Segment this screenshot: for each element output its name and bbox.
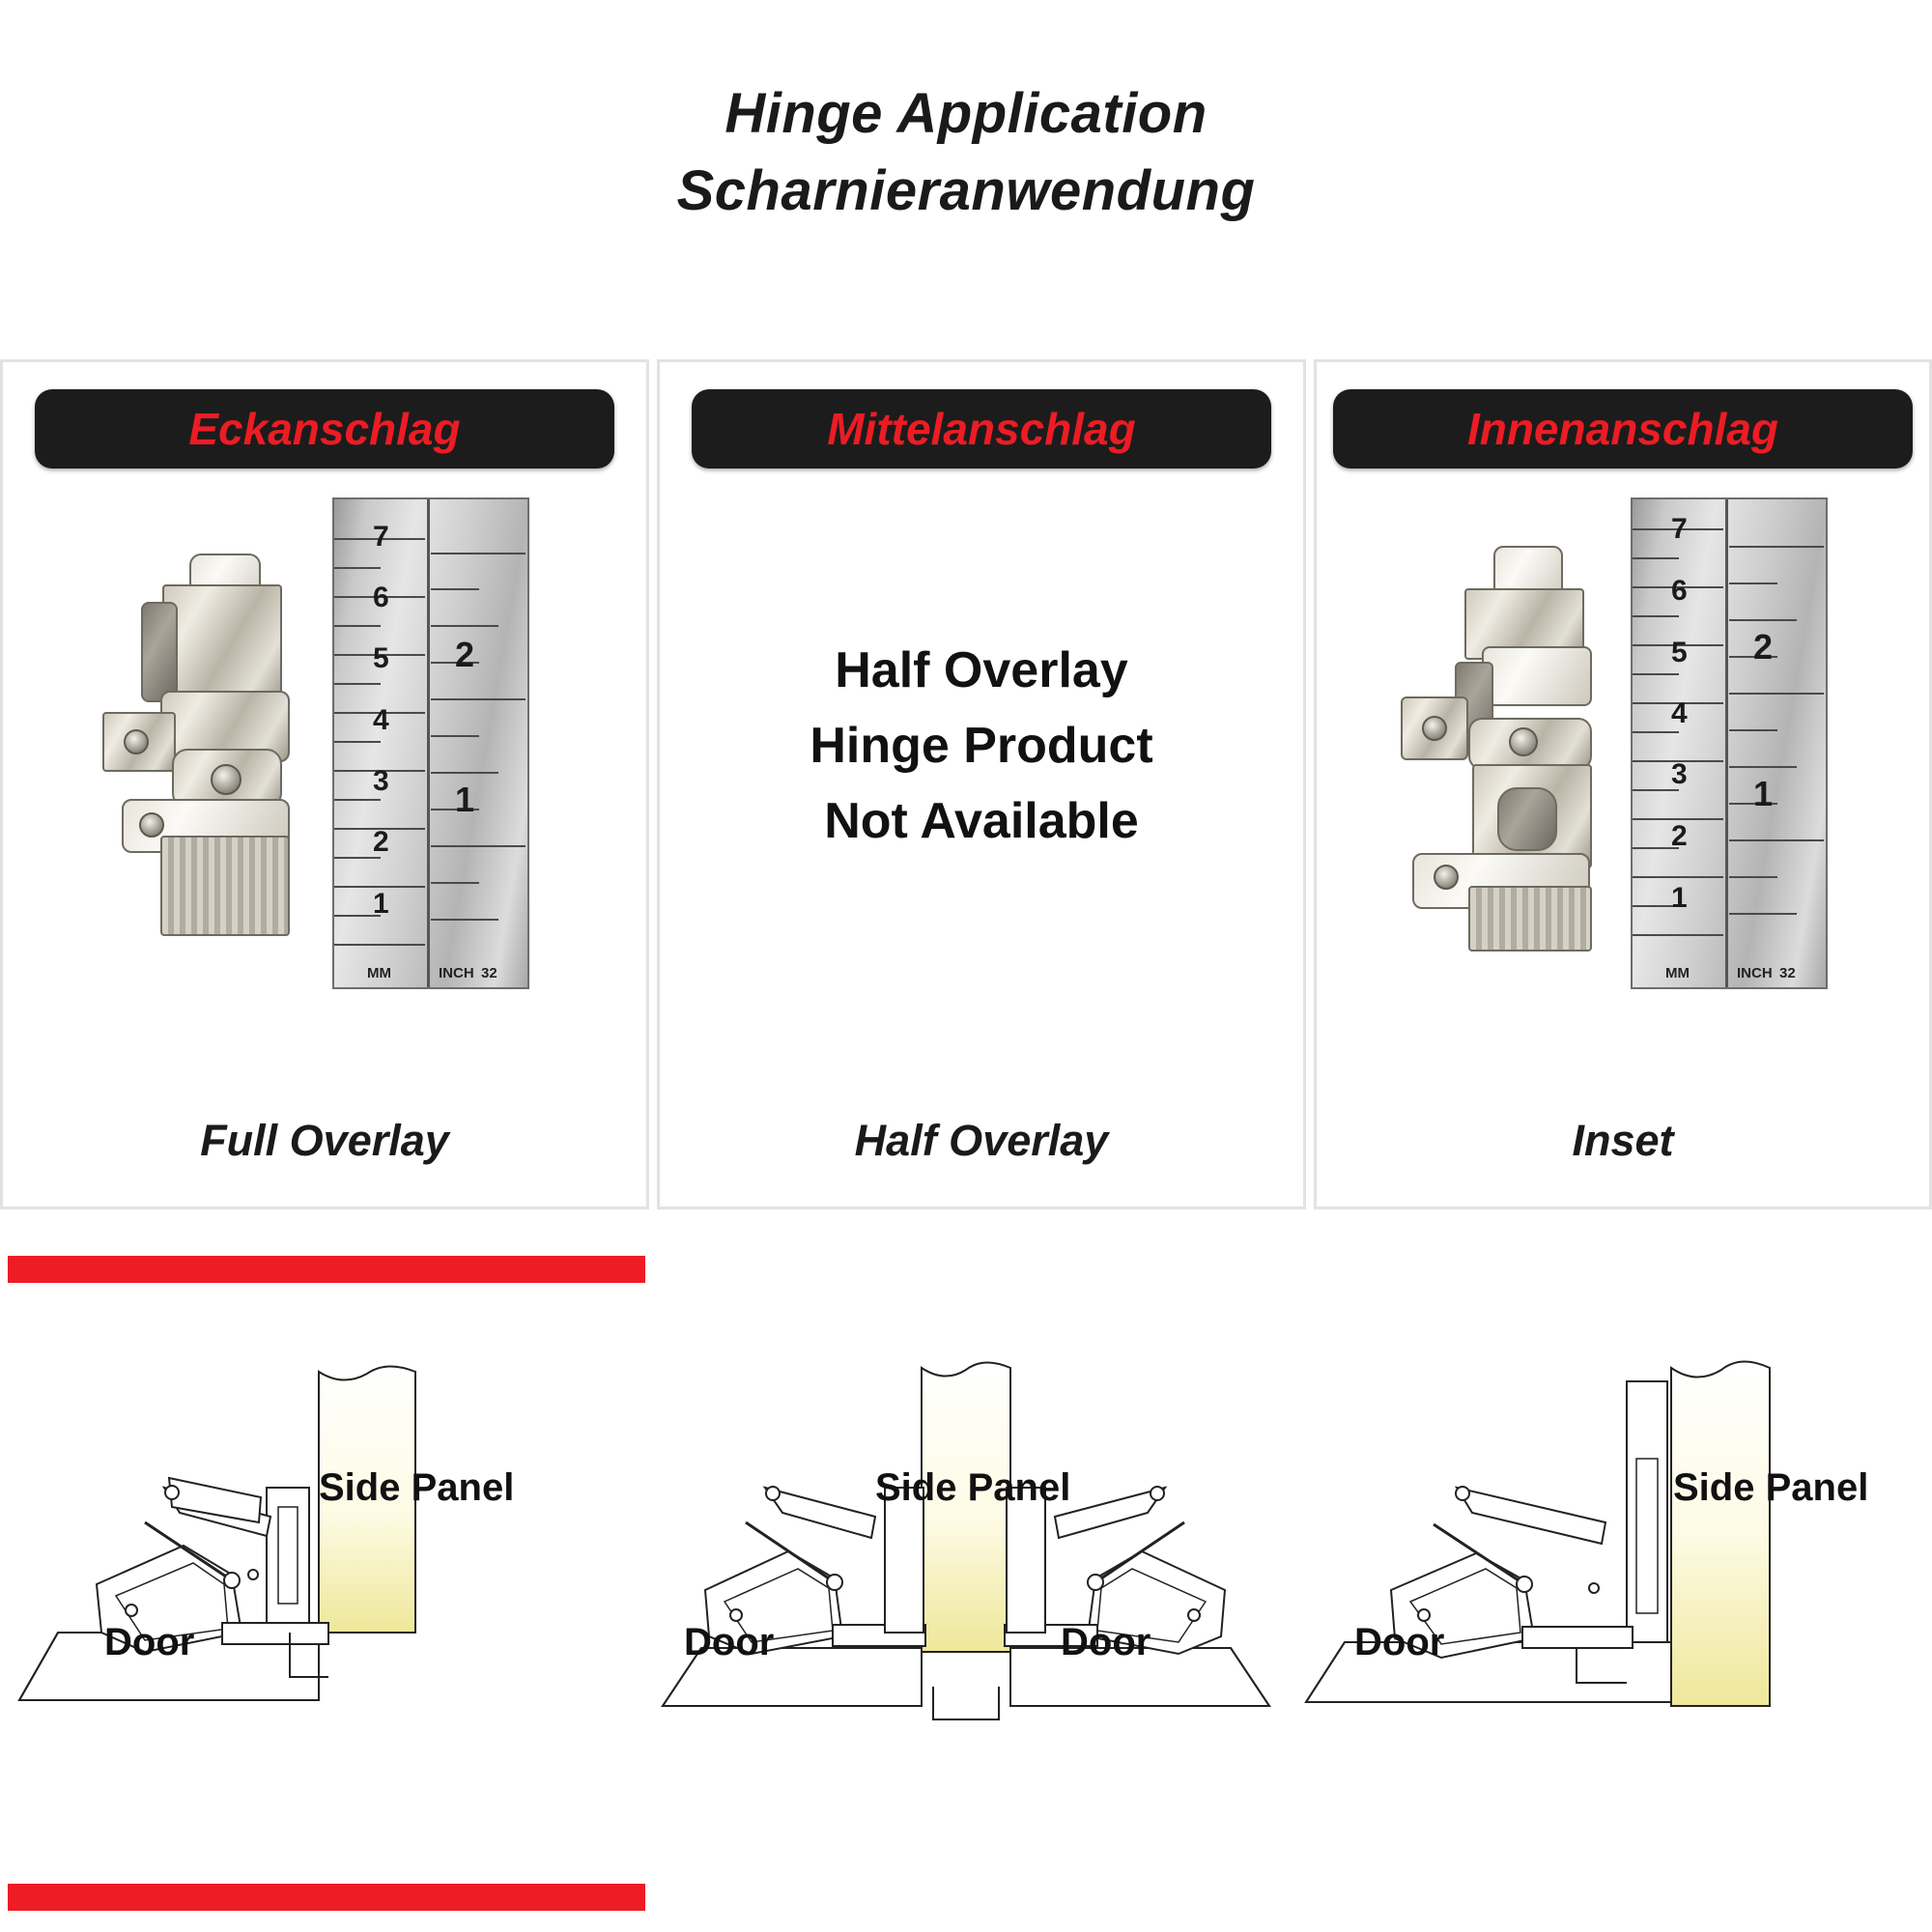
ruler-inch-1: 1 xyxy=(455,780,475,819)
title-line-english: Hinge Application xyxy=(724,82,1208,145)
ruler-mm-4: 4 xyxy=(373,704,389,736)
ruler-inset-mm-2: 2 xyxy=(1671,820,1688,852)
caption-half-overlay: Half Overlay xyxy=(854,1116,1109,1165)
badge-eckanschlag-label: Eckanschlag xyxy=(188,404,461,454)
half-overlay-label-door-left: Door xyxy=(684,1621,775,1663)
half-overlay-diagram xyxy=(643,1343,1287,1826)
red-divider-top xyxy=(8,1256,645,1283)
inset-svg xyxy=(1287,1343,1930,1748)
title-line-german: Scharnieranwendung xyxy=(676,159,1256,223)
ruler-graphic xyxy=(332,497,529,989)
ruler-inset-inch-label: INCH xyxy=(1737,965,1773,981)
full-overlay-label-side-panel: Side Panel xyxy=(319,1466,515,1509)
photo-area-full-overlay xyxy=(3,469,646,1048)
hinge-body-art xyxy=(102,546,354,961)
inset-hinge-body-art xyxy=(1401,546,1652,961)
ruler-inset-inch-1: 1 xyxy=(1753,774,1774,813)
page-title xyxy=(0,0,1932,230)
panel-innenanschlag xyxy=(1314,359,1932,1209)
full-overlay-hinge-photo xyxy=(93,497,556,1000)
ruler-graphic-inset xyxy=(1631,497,1828,989)
caption-full-overlay: Full Overlay xyxy=(200,1116,449,1165)
inset-label-door: Door xyxy=(1354,1621,1445,1663)
not-available-message xyxy=(660,633,1303,859)
inset-hinge-photo xyxy=(1391,497,1855,1000)
ruler-mm-2: 2 xyxy=(373,826,389,858)
panel-mittelanschlag xyxy=(657,359,1306,1209)
caption-inset: Inset xyxy=(1572,1116,1674,1165)
ruler-inset-mm-3: 3 xyxy=(1671,758,1688,790)
panel-eckanschlag xyxy=(0,359,649,1209)
ruler-mm-3: 3 xyxy=(373,765,389,797)
red-divider-bottom xyxy=(8,1884,645,1911)
full-overlay-label-door: Door xyxy=(104,1621,195,1663)
photo-area-inset xyxy=(1317,469,1929,1048)
inset-label-side-panel: Side Panel xyxy=(1673,1466,1869,1509)
ruler-mm-5: 5 xyxy=(373,642,389,674)
badge-innenanschlag xyxy=(1333,389,1913,469)
ruler-inset-mm-4: 4 xyxy=(1671,697,1688,729)
ruler-inset-mm-6: 6 xyxy=(1671,575,1688,607)
full-overlay-svg xyxy=(0,1343,643,1748)
photo-area-half-overlay xyxy=(660,469,1303,1048)
na-line-1: Half Overlay xyxy=(835,642,1128,698)
half-overlay-svg xyxy=(643,1343,1287,1748)
badge-eckanschlag xyxy=(35,389,614,469)
application-panels xyxy=(0,359,1932,1209)
ruler-inset-mm-5: 5 xyxy=(1671,637,1688,668)
ruler-inch-label: INCH xyxy=(439,965,474,981)
ruler-inset-mm-1: 1 xyxy=(1671,882,1688,914)
ruler-mm-6: 6 xyxy=(373,582,389,613)
na-line-2: Hinge Product xyxy=(810,718,1153,774)
ruler-inset-mm-label: MM xyxy=(1665,965,1690,981)
inset-diagram xyxy=(1287,1343,1930,1826)
na-line-3: Not Available xyxy=(824,793,1139,849)
half-overlay-label-side-panel: Side Panel xyxy=(875,1466,1071,1509)
ruler-inch-sub-label: 32 xyxy=(481,965,497,981)
ruler-inset-mm-7: 7 xyxy=(1671,513,1688,545)
ruler-divider-inset xyxy=(1725,499,1728,987)
ruler-mm-label: MM xyxy=(367,965,391,981)
ruler-inset-inch-2: 2 xyxy=(1753,627,1774,667)
ruler-inset-inch-sub-label: 32 xyxy=(1779,965,1796,981)
full-overlay-diagram xyxy=(0,1343,643,1826)
ruler-inch-2: 2 xyxy=(455,635,475,674)
ruler-divider xyxy=(427,499,430,987)
badge-mittelanschlag xyxy=(692,389,1271,469)
badge-mittelanschlag-label: Mittelanschlag xyxy=(827,404,1136,454)
ruler-mm-7: 7 xyxy=(373,521,389,553)
half-overlay-label-door-right: Door xyxy=(1061,1621,1151,1663)
ruler-mm-1: 1 xyxy=(373,888,389,920)
badge-innenanschlag-label: Innenanschlag xyxy=(1466,404,1779,454)
technical-diagrams xyxy=(0,1343,1932,1826)
